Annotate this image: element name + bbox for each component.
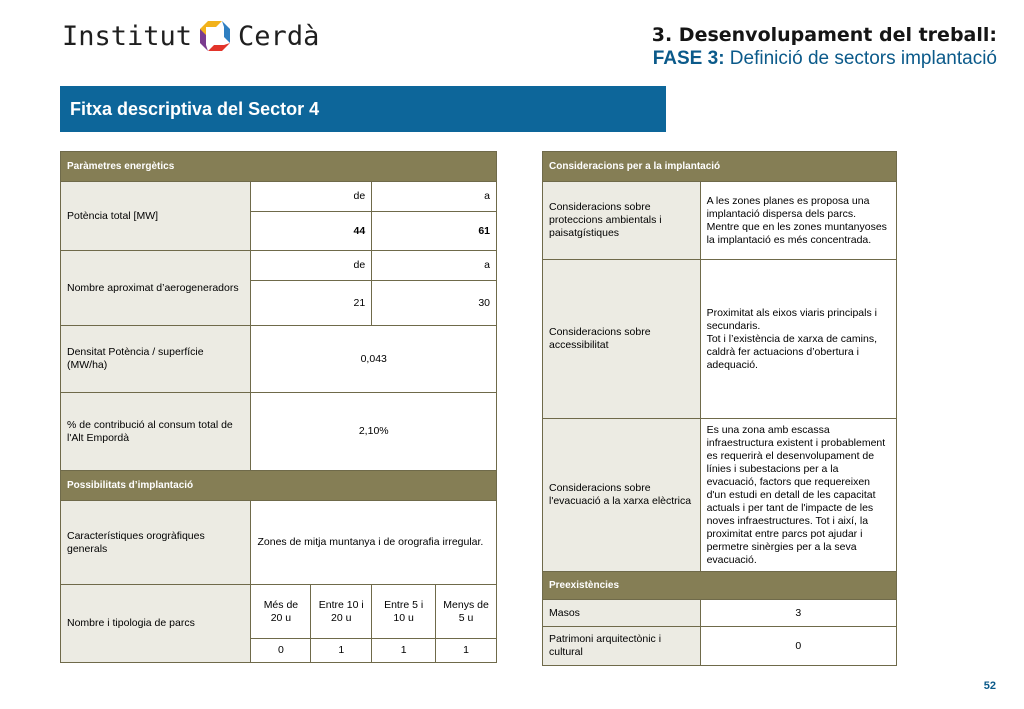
power-from-value: 44 xyxy=(251,212,372,251)
parks-col-5-10: Entre 5 i 10 u xyxy=(372,585,436,639)
generators-from-header: de xyxy=(251,251,372,281)
parks-val-10-20: 1 xyxy=(311,639,372,663)
possibilities-header: Possibilitats d’implantació xyxy=(61,471,497,501)
parks-val-more-20: 0 xyxy=(251,639,311,663)
generators-from-value: 21 xyxy=(251,281,372,326)
power-to-header: a xyxy=(372,182,497,212)
masos-label: Masos xyxy=(543,600,701,627)
contribution-label: % de contribució al consum total de l'Alt Empordà xyxy=(61,393,251,471)
phase-subtitle xyxy=(652,47,997,71)
parks-col-more-20: Més de 20 u xyxy=(251,585,311,639)
environmental-value: A les zones planes es proposa una implantació dispersa dels parcs. Mentre que en les zones muntanyoses la implantació es més concentrada. xyxy=(700,182,896,260)
logo-mark-icon xyxy=(198,19,232,53)
parks-col-less-5: Menys de 5 u xyxy=(436,585,497,639)
phase-label: FASE 3: xyxy=(652,48,725,69)
energy-parameters-table xyxy=(60,151,497,663)
generators-to-header: a xyxy=(372,251,497,281)
parks-val-5-10: 1 xyxy=(372,639,436,663)
sheet-banner: Fitxa descriptiva del Sector 4 xyxy=(60,86,666,132)
orography-value: Zones de mitja muntanya i de orografia irregular. xyxy=(251,501,497,585)
heritage-value: 0 xyxy=(700,627,896,666)
energy-header: Paràmetres energètics xyxy=(61,152,497,182)
parks-val-less-5: 1 xyxy=(436,639,497,663)
accessibility-value xyxy=(700,260,896,419)
orography-label: Característiques orogràfiques generals xyxy=(61,501,251,585)
parks-label: Nombre i tipologia de parcs xyxy=(61,585,251,663)
section-heading xyxy=(652,24,997,71)
phase-description: Definició de sectors implantació xyxy=(724,48,997,69)
section-title: 3. Desenvolupament del treball: xyxy=(651,24,997,46)
contribution-value: 2,10% xyxy=(251,393,497,471)
generators-label: Nombre aproximat d’aerogeneradors xyxy=(61,251,251,326)
heritage-label: Patrimoni arquitectònic i cultural xyxy=(543,627,701,666)
generators-to-value: 30 xyxy=(372,281,497,326)
accessibility-value-line2: Tot i l’existència de xarxa de camins, caldrà fer actuacions d’obertura i adequació. xyxy=(706,332,877,371)
accessibility-label: Consideracions sobre accessibilitat xyxy=(543,260,701,419)
power-label: Potència total [MW] xyxy=(61,182,251,251)
implementation-considerations-table xyxy=(542,151,897,666)
power-from-header: de xyxy=(251,182,372,212)
accessibility-value-line1: Proximitat als eixos viaris principals i secundaris. xyxy=(706,306,877,332)
page-number: 52 xyxy=(983,680,996,692)
parks-col-10-20: Entre 10 i 20 u xyxy=(311,585,372,639)
logo-word-cerda: Cerdà xyxy=(238,20,320,52)
evacuation-label: Consideracions sobre l'evacuació a la xarxa elèctrica xyxy=(543,419,701,572)
environmental-label: Consideracions sobre proteccions ambientals i paisatgístiques xyxy=(543,182,701,260)
power-to-value: 61 xyxy=(372,212,497,251)
institut-cerda-logo xyxy=(62,16,319,56)
density-label: Densitat Potència / superfície (MW/ha) xyxy=(61,326,251,393)
density-value: 0,043 xyxy=(251,326,497,393)
masos-value: 3 xyxy=(700,600,896,627)
logo-word-institut: Institut xyxy=(62,20,193,52)
evacuation-value: Es una zona amb escassa infraestructura existent i probablement es requerirà el desenvolupament de línies i subestacions per a la evacuació, factors que requereixen d'un estudi en detall de les capacitat actuals i per tant de l'impacte de les noves infraestructures. Tot i així, la proximitat entre parcs pot ajudar i permetre sinèrgies per a la seva evacuació. xyxy=(700,419,896,572)
implementation-header: Consideracions per a la implantació xyxy=(543,152,897,182)
preexistences-header: Preexistències xyxy=(543,572,897,600)
